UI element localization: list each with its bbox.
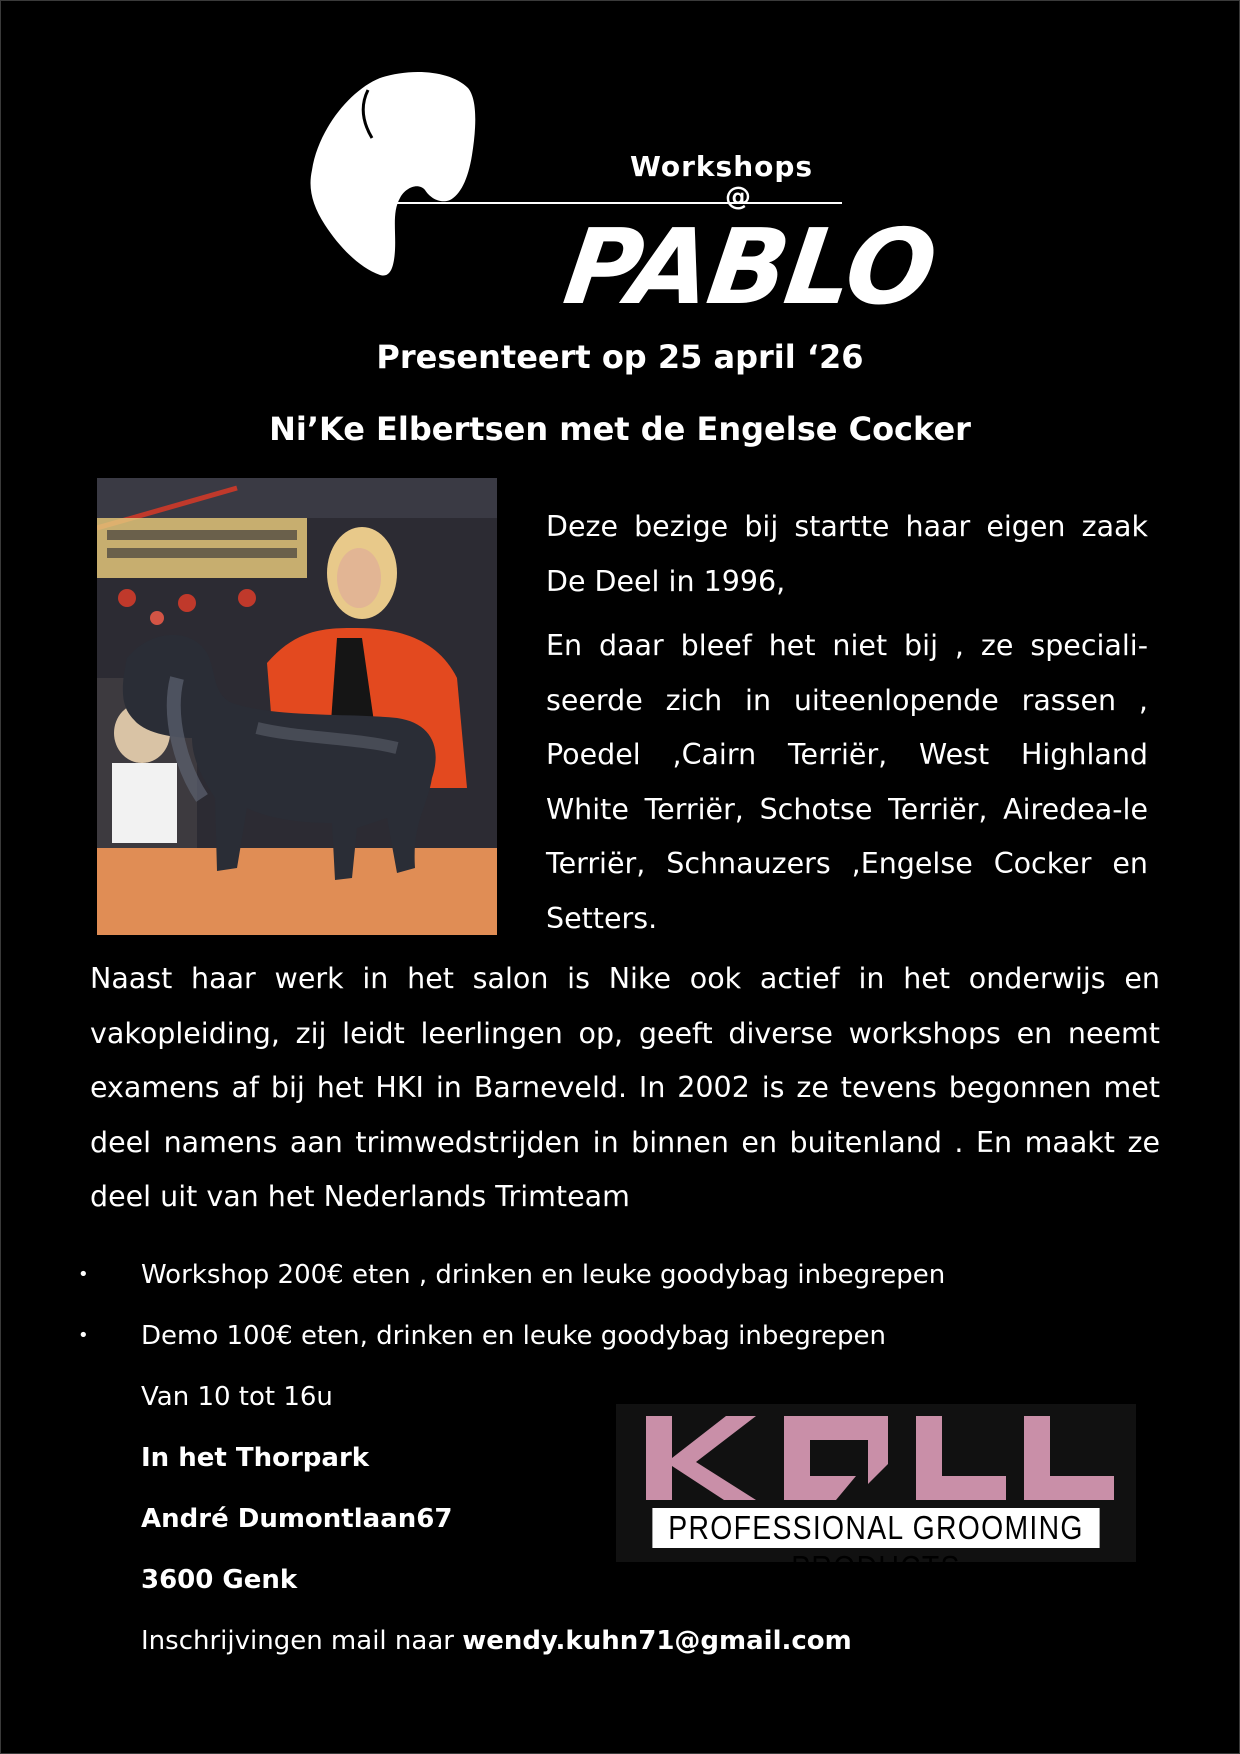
- list-item-workshop-price: [78, 1248, 945, 1309]
- koll-tagline: PROFESSIONAL GROOMING PRODUCTS: [652, 1508, 1099, 1548]
- intro-paragraph-2: En daar bleef het niet bij , ze speciali-seerde zich in uiteenlopende rassen , Poedel ,Cairn Terriër, West Highland White Terriër, Schotse Terriër, Airedea-le Terriër, Schnauzers ,Engelse Cocker en Setters.: [546, 629, 1148, 935]
- venue-city: 3600 Genk: [141, 1565, 298, 1595]
- intro-text: [546, 500, 1148, 956]
- workshop-price-text: Workshop 200€ eten , drinken en leuke goodybag inbegrepen: [141, 1260, 946, 1290]
- presenter-with-cocker-photo: [97, 478, 497, 935]
- logo-at-text: @: [725, 182, 751, 212]
- bullet-icon: •: [78, 1264, 89, 1285]
- koll-sponsor-logo: [616, 1404, 1136, 1586]
- bullet-icon: •: [78, 1325, 89, 1346]
- workshops-pablo-logo: [300, 70, 942, 328]
- intro-paragraph-1: Deze bezige bij startte haar eigen zaak De Deel in 1996,: [546, 510, 1148, 598]
- bio-paragraph: Naast haar werk in het salon is Nike ook actief in het onderwijs en vakopleiding, zij leidt leerlingen op, geeft diverse workshops en neemt examens af bij het HKI in Barneveld. In 2002 is ze tevens begonnen met deel namens aan trimwedstrijden in binnen en buitenland . En maakt ze deel uit van het Nederlands Trimteam: [90, 962, 1160, 1213]
- logo-pablo-text: PABLO: [557, 206, 942, 328]
- demo-price-text: Demo 100€ eten, drinken en leuke goodybag inbegrepen: [141, 1321, 886, 1351]
- registration-line: [78, 1614, 945, 1675]
- venue-street: André Dumontlaan67: [141, 1504, 453, 1534]
- registration-email-link[interactable]: wendy.kuhn71@gmail.com: [462, 1626, 852, 1656]
- event-date-heading: Presenteert op 25 april ‘26: [376, 338, 864, 376]
- event-hours: Van 10 tot 16u: [141, 1382, 333, 1412]
- registration-prefix: Inschrijvingen mail naar: [141, 1626, 463, 1656]
- list-item-demo-price: [78, 1309, 945, 1370]
- venue-name: In het Thorpark: [141, 1443, 370, 1473]
- presenter-heading: Ni’Ke Elbertsen met de Engelse Cocker: [269, 410, 971, 448]
- logo-workshops-text: Workshops: [630, 150, 814, 183]
